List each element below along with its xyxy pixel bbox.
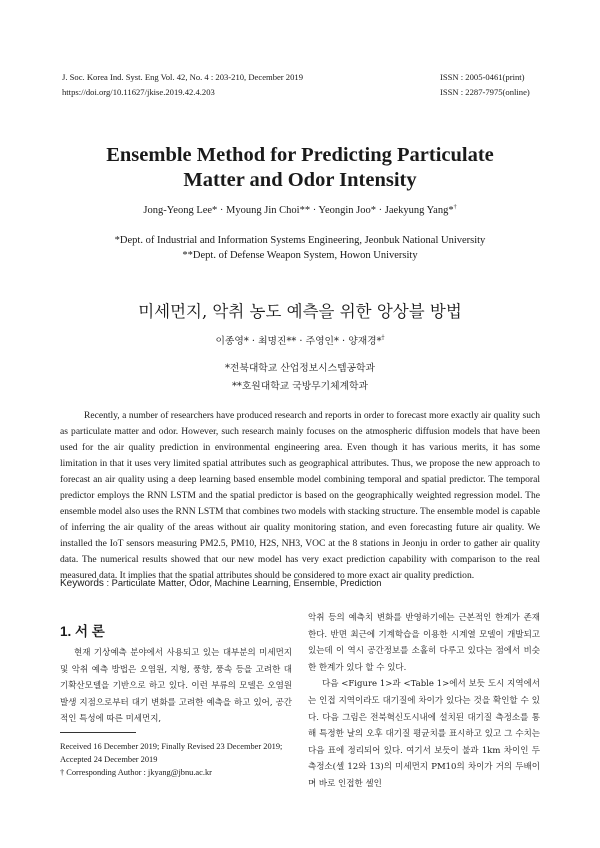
received-date: Received 16 December 2019; Finally Revised 23 December 2019; xyxy=(60,742,283,751)
keywords-list: Particulate Matter, Odor, Machine Learning, Ensemble, Prediction xyxy=(111,578,382,588)
korean-title: 미세먼지, 악취 농도 예측을 위한 앙상블 방법 xyxy=(138,302,462,321)
keywords-separator: : xyxy=(103,578,112,588)
corresponding-mark: † xyxy=(453,204,457,211)
footnotes xyxy=(60,740,300,779)
korean-author-list xyxy=(0,333,600,347)
issn-block xyxy=(440,70,530,100)
korean-affiliation-2: **호원대학교 국방무기체계학과 xyxy=(232,381,368,392)
affiliation-2: **Dept. of Defense Weapon System, Howon University xyxy=(182,250,418,261)
issn-print: ISSN : 2005-0461(print) xyxy=(440,72,525,82)
journal-citation: J. Soc. Korea Ind. Syst. Eng Vol. 42, No. 4 : 203-210, December 2019 xyxy=(62,72,303,82)
keywords-label: Keywords xyxy=(60,578,104,589)
body-column-left: 현재 기상예측 분야에서 사용되고 있는 대부분의 미세먼지 및 악취 예측 방법은 오염원, 지형, 풍향, 풍속 등을 고려한 대기확산모델을 기반으로 하고 있다. 이런 부류의 모델은 오염원 발생 지점으로부터 대기 변화를 고려한 예측을 하고 있어, 공간적인 특성에 따른 미세먼지, xyxy=(60,648,292,725)
body-paragraph: 다음 <Figure 1>과 <Table 1>에서 보듯 도시 지역에서는 인접 지역이라도 대기질에 차이가 있다는 것을 확인할 수 있다. 다음 그림은 전북혁신도시내에 설치된 대기질 측정소를 통해 특정한 날의 오후 대기질 평균치를 표시하고 있고 그 수치는 다음 표에 정리되어 있다. 여기서 보듯이 불과 1km 차이인 두 측정소(셀 12와 13)의 미세먼지 PM10의 차이가 거의 두배이며 바로 인접한 셀인 xyxy=(308,679,540,789)
dagger-mark: † xyxy=(60,768,65,777)
abstract: Recently, a number of researchers have produced research and reports in order to forecast more exactly air quality such as particulate matter and odor. However, such research mainly focuses on the atmospheric diffusion models that have been used for the air quality prediction in environmental engineering area. Even though it has various merits, it has some limitation in that it uses very limited spatial attributes such as geographical attributes. Thus, we propose the new approach to forecast an air quality using a deep learning based ensemble model combining temporal and spatial predictor. The temporal predictor employs the RNN LSTM and the spatial predictor is based on the geographically weighted regression model. The ensemble model also uses the RNN LSTM that combines two models with stacking structure. The ensemble model is capable of inferring the air quality of the areas without air quality monitoring station, and even forecasting future air quality. We installed the IoT sensors measuring PM2.5, PM10, H2S, NH3, VOC at the 8 stations in Jeonju in order to gather air quality data. The numerical results showed that our new model has very exact prediction capability with comparison to the real measured data. It implies that the spatial attributes should be considered to more exact air quality prediction. xyxy=(60,410,540,581)
affiliation-1: *Dept. of Industrial and Information Systems Engineering, Jeonbuk National University xyxy=(114,235,486,246)
title-line-2: Matter and Odor Intensity xyxy=(183,169,417,191)
issn-online: ISSN : 2287-7975(online) xyxy=(440,87,530,97)
journal-header xyxy=(62,70,303,100)
keywords-line xyxy=(60,578,540,589)
korean-affiliations xyxy=(0,360,600,396)
affiliations xyxy=(0,233,600,263)
korean-author-names: 이종영* · 최명진** · 주영인* · 양재경* xyxy=(215,336,382,347)
author-list xyxy=(0,205,600,216)
korean-corresponding-mark: † xyxy=(381,334,385,342)
corresponding-author-text: Corresponding Author : jkyang@jbnu.ac.kr xyxy=(64,768,212,777)
body-paragraph-continued: 악취 등의 예측치 변화를 반영하기에는 근본적인 한계가 존재한다. 반면 최근에 기계학습을 이용한 시계열 모델이 개발되고 있는데 이 역시 공간정보를 소홀히 다루고 있다는 점에서 비슷한 한계가 있다 할 수 있다. xyxy=(308,613,540,673)
paper-title xyxy=(0,143,600,193)
title-line-1: Ensemble Method for Predicting Particulate xyxy=(106,144,494,166)
doi-link[interactable]: https://doi.org/10.11627/jkise.2019.42.4.203 xyxy=(62,87,215,97)
accepted-date: Accepted 24 December 2019 xyxy=(60,755,158,764)
section-heading-introduction: 1. 서 론 xyxy=(60,624,105,639)
body-column-right xyxy=(308,610,540,793)
footnote-divider xyxy=(60,732,136,733)
korean-affiliation-1: *전북대학교 산업정보시스템공학과 xyxy=(225,363,375,374)
author-names: Jong-Yeong Lee* · Myoung Jin Choi** · Yeongin Joo* · Jaekyung Yang* xyxy=(143,205,454,216)
corresponding-author xyxy=(60,766,300,779)
